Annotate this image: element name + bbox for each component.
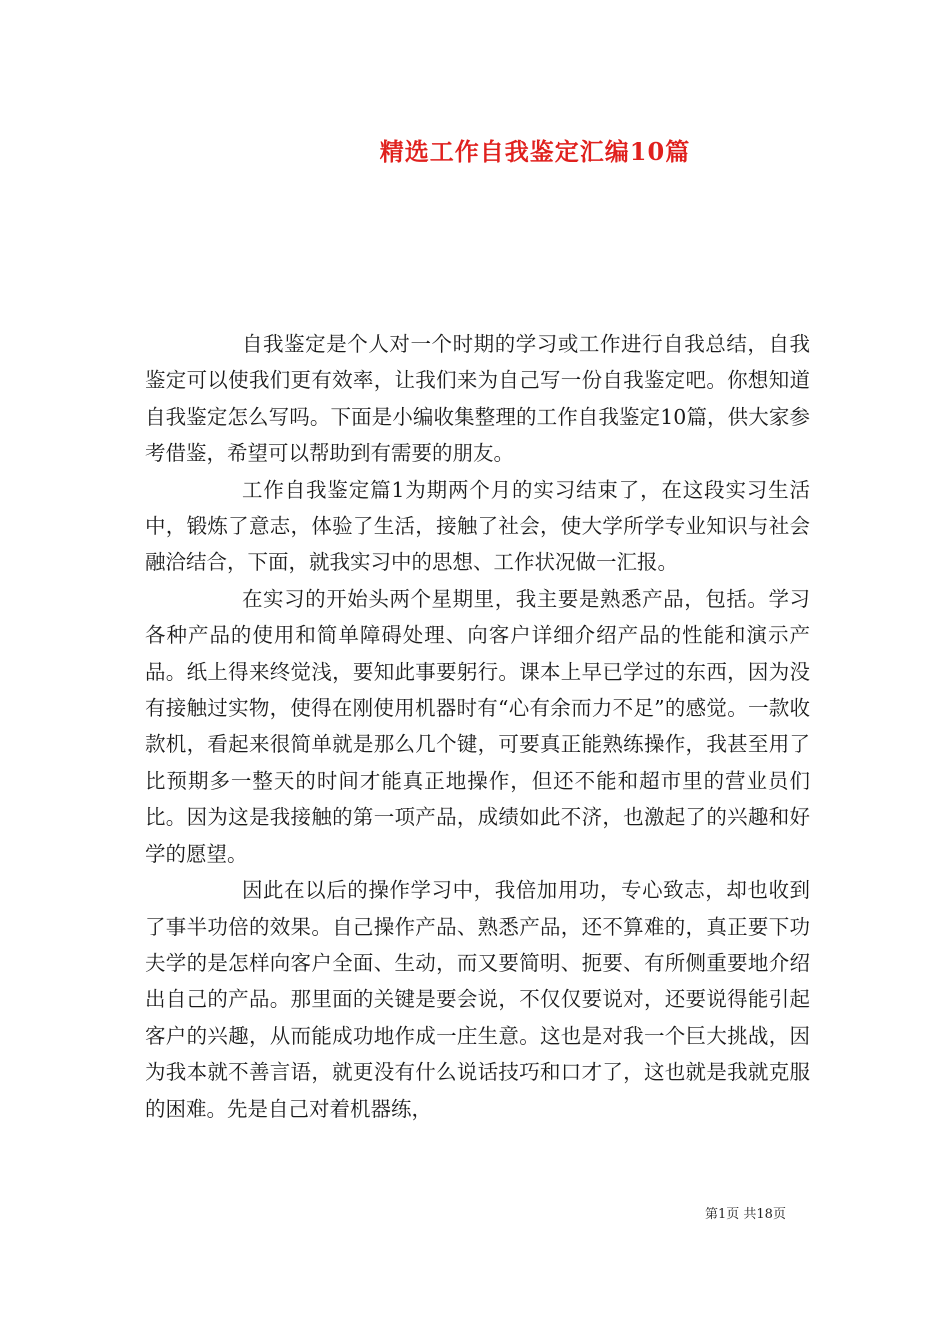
page-number-footer: 第1页 共18页	[705, 1207, 786, 1222]
paragraph-product-learning: 在实习的开始头两个星期里，我主要是熟悉产品，包括。学习各种产品的使用和简单障碍处理、向客户详细介绍产品的性能和演示产品。纸上得来终觉浅，要知此事要躬行。课本上早已学过的东西，因为没有接触过实物，使得在刚使用机器时有“心有余而力不足”的感觉。一款收款机，看起来很简单就是那么几个键，可要真正能熟练操作，我甚至用了比预期多一整天的时间才能真正地操作，但还不能和超市里的营业员们比。因为这是我接触的第一项产品，成绩如此不济，也激起了的兴趣和好学的愿望。	[145, 586, 810, 866]
document-title: 精选工作自我鉴定汇编10篇	[379, 137, 691, 166]
paragraph-section-1: 工作自我鉴定篇1为期两个月的实习结束了，在这段实习生活中，锻炼了意志，体验了生活，接触了社会，使大学所学专业知识与社会融洽结合，下面，就我实习中的思想、工作状况做一汇报。	[145, 477, 810, 575]
paragraph-operation-study: 因此在以后的操作学习中，我倍加用功，专心致志，却也收到了事半功倍的效果。自己操作产品、熟悉产品，还不算难的，真正要下功夫学的是怎样向客户全面、生动，而又要简明、扼要、有所侧重要地介绍出自己的产品。那里面的关键是要会说，不仅仅要说对，还要说得能引起客户的兴趣，从而能成功地作成一庄生意。这也是对我一个巨大挑战，因为我本就不善言语，就更没有什么说话技巧和口才了，这也就是我就克服的困难。先是自己对着机器练，	[145, 878, 810, 1121]
document-body	[145, 326, 810, 1127]
paragraph-intro: 自我鉴定是个人对一个时期的学习或工作进行自我总结，自我鉴定可以使我们更有效率，让我们来为自己写一份自我鉴定吧。你想知道自我鉴定怎么写吗。下面是小编收集整理的工作自我鉴定10篇，供大家参考借鉴，希望可以帮助到有需要的朋友。	[145, 332, 810, 466]
